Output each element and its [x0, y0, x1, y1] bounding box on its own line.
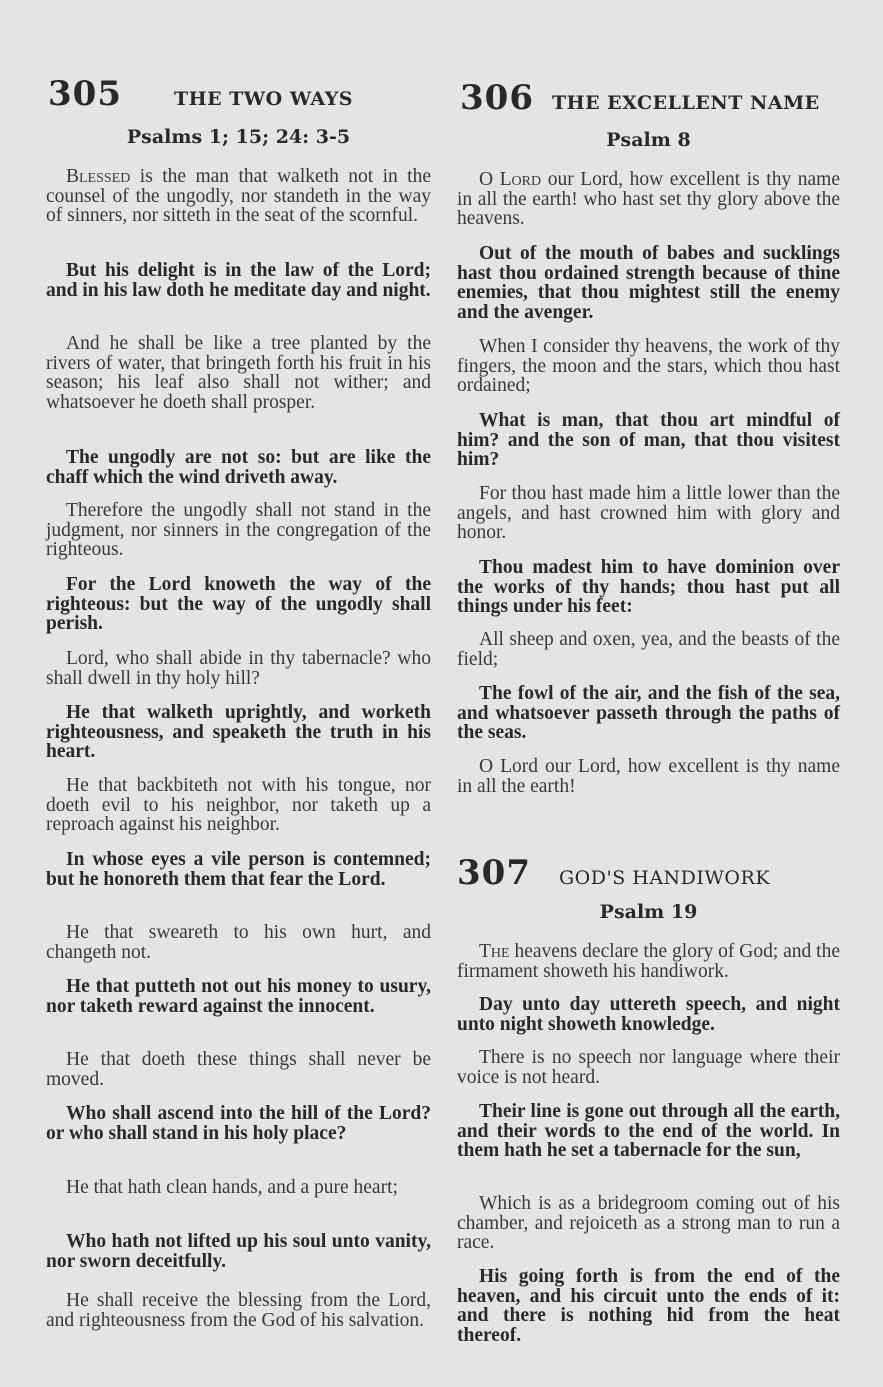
verse: Out of the mouth of babes and sucklings hast thou ordained strength because of thine enemies, that thou mightest still the enemy and the avenger. [457, 243, 840, 324]
verse: When I consider thy heavens, the work of thy fingers, the moon and the stars, which thou hast ordained; [457, 336, 840, 397]
scripture-reference: Psalm 19 [599, 901, 698, 923]
verse: O Lord our Lord, how excellent is thy name in all the earth! who hast set thy glory above the heavens. [457, 169, 840, 230]
verse: The heavens declare the glory of God; and the firmament showeth his handiwork. [457, 941, 840, 982]
verse: He that putteth not out his money to usury, nor taketh reward against the innocent. [46, 976, 431, 1017]
verse: And he shall be like a tree planted by the rivers of water, that bringeth forth his fruit in his season; his leaf also shall not wither; and whatsoever he doeth shall prosper. [46, 333, 431, 414]
verse: Who hath not lifted up his soul unto vanity, nor sworn deceitfully. [46, 1231, 431, 1272]
verse: Lord, who shall abide in thy tabernacle? who shall dwell in thy holy hill? [46, 648, 431, 689]
verse: Thou madest him to have dominion over the works of thy hands; thou hast put all things under his feet: [457, 557, 840, 618]
verse: But his delight is in the law of the Lord; and in his law doth he meditate day and night. [46, 260, 431, 301]
selection-title: THE EXCELLENT NAME [551, 92, 820, 114]
selection-header [48, 74, 353, 114]
verse: Who shall ascend into the hill of the Lord? or who shall stand in his holy place? [46, 1103, 431, 1144]
selection-number: 307 [457, 853, 531, 893]
verse: His going forth is from the end of the heaven, and his circuit unto the ends of it: and there is nothing hid from the heat thereof. [457, 1266, 840, 1347]
verse: Which is as a bridegroom coming out of his chamber, and rejoiceth as a strong man to run a race. [457, 1193, 840, 1254]
verse: There is no speech nor language where their voice is not heard. [457, 1047, 840, 1088]
selection-number: 306 [460, 78, 534, 118]
verse: The ungodly are not so: but are like the chaff which the wind driveth away. [46, 447, 431, 488]
verse: O Lord our Lord, how excellent is thy name in all the earth! [457, 756, 840, 797]
selection-307 [457, 0, 840, 1387]
verse: He that hath clean hands, and a pure heart; [66, 1177, 398, 1198]
selection-305 [46, 0, 431, 1387]
scripture-reference: Psalm 8 [606, 129, 691, 151]
verse: For thou hast made him a little lower than the angels, and hast crowned him with glory and honor. [457, 483, 840, 544]
selection-number: 305 [48, 74, 122, 114]
verse: For the Lord knoweth the way of the righteous: but the way of the ungodly shall perish. [46, 574, 431, 635]
selection-title: GOD'S HANDIWORK [558, 867, 771, 889]
verse: He that doeth these things shall never be moved. [46, 1049, 431, 1090]
verse: The fowl of the air, and the fish of the sea, and whatsoever passeth through the paths of the seas. [457, 683, 840, 744]
verse: What is man, that thou art mindful of him? and the son of man, that thou visitest him? [457, 410, 840, 471]
verse: Day unto day uttereth speech, and night unto night showeth knowledge. [457, 994, 840, 1035]
scripture-reference: Psalms 1; 15; 24: 3-5 [126, 126, 351, 148]
verse: Therefore the ungodly shall not stand in the judgment, nor sinners in the congregation of the righteous. [46, 500, 431, 561]
verse: Blessed is the man that walketh not in the counsel of the ungodly, nor standeth in the way of sinners, nor sitteth in the seat of the scornful. [46, 166, 431, 227]
verse: He that backbiteth not with his tongue, nor doeth evil to his neighbor, nor taketh up a reproach against his neighbor. [46, 775, 431, 836]
verse: He that sweareth to his own hurt, and changeth not. [46, 922, 431, 963]
selection-title: THE TWO WAYS [173, 88, 354, 110]
verse: Their line is gone out through all the earth, and their words to the end of the world. In them hath he set a tabernacle for the sun, [457, 1101, 840, 1162]
selection-header [457, 853, 770, 893]
verse: He that walketh uprightly, and worketh righteousness, and speaketh the truth in his heart. [46, 702, 431, 763]
verse: All sheep and oxen, yea, and the beasts of the field; [457, 629, 840, 670]
verse: He shall receive the blessing from the Lord, and righteousness from the God of his salvation. [46, 1290, 431, 1331]
verse: In whose eyes a vile person is contemned; but he honoreth them that fear the Lord. [46, 849, 431, 890]
